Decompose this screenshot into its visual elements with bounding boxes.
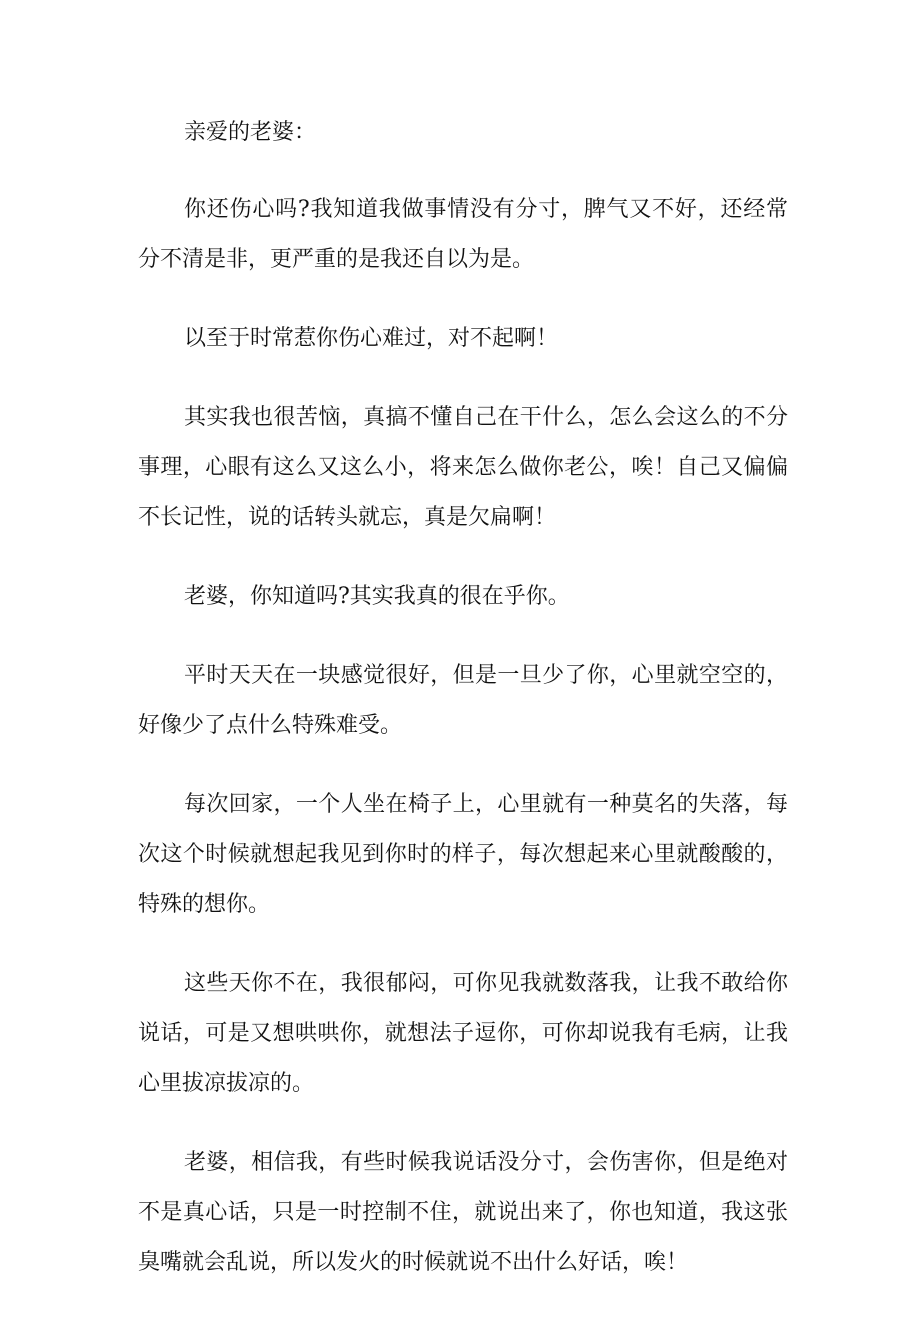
paragraph-5: 平时天天在一块感觉很好，但是一旦少了你，心里就空空的，好像少了点什么特殊难受。 (138, 663, 788, 738)
paragraph-6: 每次回家，一个人坐在椅子上，心里就有一种莫名的失落，每次这个时候就想起我见到你时的样子，每次想起来心里就酸酸的，特殊的想你。 (138, 792, 788, 917)
paragraph-1: 你还伤心吗?我知道我做事情没有分寸，脾气又不好，还经常分不清是非，更严重的是我还自以为是。 (138, 197, 788, 272)
paragraph-3: 其实我也很苦恼，真搞不懂自己在干什么，怎么会这么的不分事理，心眼有这么又这么小，将来怎么做你老公，唉！自己又偏偏不长记性，说的话转头就忘，真是欠扁啊！ (138, 405, 788, 530)
paragraph-2: 以至于时常惹你伤心难过，对不起啊！ (184, 326, 559, 351)
greeting-line: 亲爱的老婆： (184, 120, 317, 145)
letter-body (138, 108, 788, 1317)
paragraph-7: 这些天你不在，我很郁闷，可你见我就数落我，让我不敢给你说话，可是又想哄哄你，就想法子逗你，可你却说我有毛病，让我心里拔凉拔凉的。 (138, 971, 788, 1096)
paragraph-4: 老婆，你知道吗?其实我真的很在乎你。 (184, 584, 570, 609)
paragraph-8: 老婆，相信我，有些时候我说话没分寸，会伤害你，但是绝对不是真心话，只是一时控制不住，就说出来了，你也知道，我这张臭嘴就会乱说，所以发火的时候就说不出什么好话，唉！ (138, 1150, 788, 1275)
